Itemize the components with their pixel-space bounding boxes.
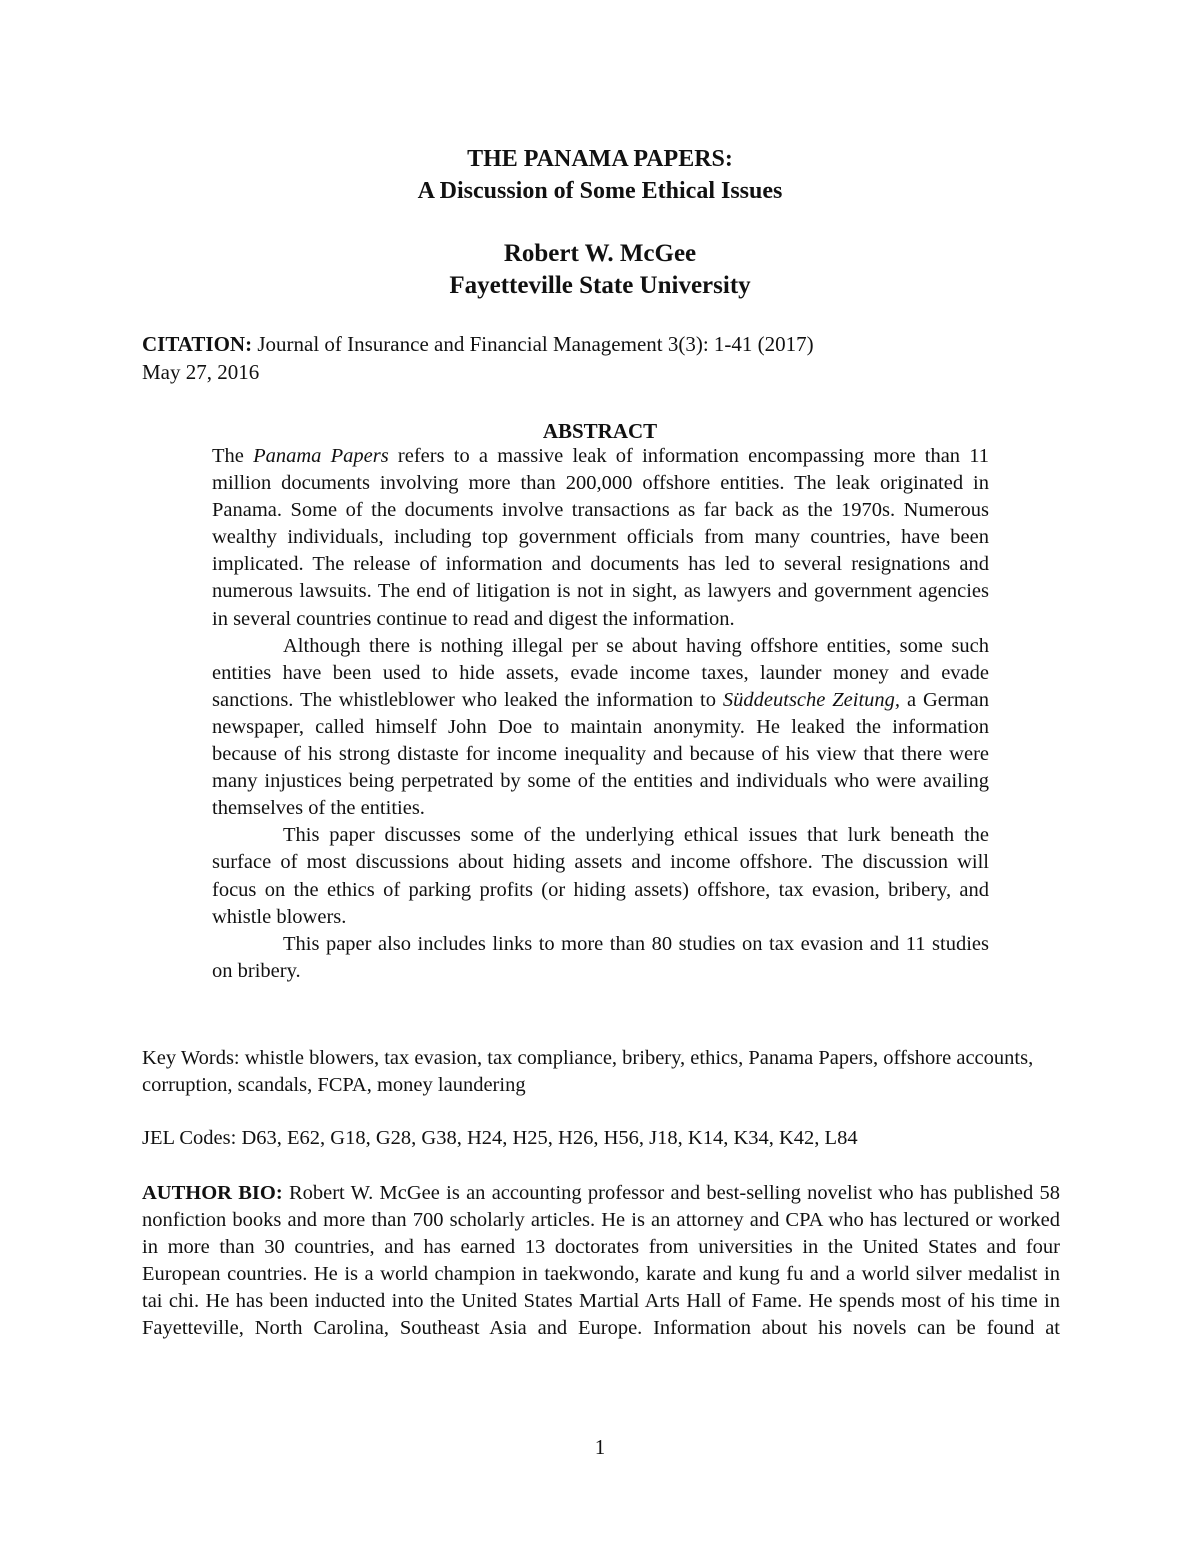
document-date: May 27, 2016 — [142, 360, 260, 384]
citation-label: CITATION: — [142, 332, 253, 356]
keywords: Key Words: whistle blowers, tax evasion, tax compliance, bribery, ethics, Panama Papers, offshore accounts, corruption, scandals, FCPA, money laundering — [142, 1047, 1034, 1096]
abstract-p2-italic: Süddeutsche Zeitung, — [722, 688, 901, 711]
abstract-paragraph-4: This paper also includes links to more than 80 studies on tax evasion and 11 studies on bribery. — [212, 932, 989, 982]
paper-title — [0, 143, 1200, 207]
author-bio — [142, 1180, 1060, 1343]
abstract-paragraph-2 — [212, 633, 989, 823]
author-block — [0, 238, 1200, 302]
abstract-p2-rest: a German newspaper, called himself John Doe to maintain anonymity. He leaked the information because of his strong distaste for income inequality and because of his view that there were many injustices being perpetrated by some of the entities and individuals who were availing themselves of the entities. — [212, 688, 990, 820]
page-number: 1 — [594, 1435, 606, 1459]
bio-text: Robert W. McGee is an accounting professor and best-selling novelist who has published 58 nonfiction books and more than 700 scholarly articles. He is an attorney and CPA who has lectured or worked in more than 30 countries, and has earned 13 doctorates from universities in the United States and four European countries. He is a world champion in taekwondo, karate and kung fu and a world silver medalist in tai chi. He has been inducted into the United States Martial Arts Hall of Fame. He spends most of his time in Fayetteville, North Carolina, Southeast Asia and Europe. Information about his novels can be found at — [142, 1182, 1061, 1340]
citation-text: Journal of Insurance and Financial Management 3(3): 1-41 (2017) — [252, 332, 814, 356]
citation-line — [142, 330, 1062, 358]
title-line-1: THE PANAMA PAPERS: — [467, 146, 733, 172]
citation-block — [142, 330, 1062, 386]
author-affiliation: Fayetteville State University — [449, 272, 751, 299]
abstract-p1-rest: refers to a massive leak of information encompassing more than 11 million documents involving more than 200,000 offshore entities. The leak originated in Panama. Some of the documents involve transactions as far back as the 1970s. Numerous wealthy individuals, including top government officials from many countries, have been implicated. The release of information and documents has led to several resignations and numerous lawsuits. The end of litigation is not in sight, as lawyers and government agencies in several countries continue to read and digest the information. — [212, 445, 989, 630]
abstract-body — [212, 443, 989, 985]
abstract-p1-start: The — [212, 445, 254, 467]
abstract-paragraph-3: This paper discusses some of the underlying ethical issues that lurk beneath the surface of most discussions about hiding assets and income offshore. The discussion will focus on the ethics of parking profits (or hiding assets) offshore, tax evasion, bribery, and whistle blowers. — [212, 824, 989, 928]
abstract-heading: ABSTRACT — [542, 419, 658, 443]
abstract-paragraph-1 — [212, 443, 989, 633]
title-line-2: A Discussion of Some Ethical Issues — [417, 178, 783, 204]
abstract-p2-start: Although there is nothing illegal per se about having offshore entities, some such entities have been used to hide assets, evade income taxes, launder money and evade sanctions. The whistleblower who leaked the information to — [212, 634, 989, 711]
jel-codes: JEL Codes: D63, E62, G18, G28, G38, H24, H25, H26, H56, J18, K14, K34, K42, L84 — [142, 1127, 858, 1149]
bio-label: AUTHOR BIO: — [142, 1182, 283, 1204]
author-name: Robert W. McGee — [503, 240, 697, 267]
abstract-p1-italic: Panama Papers — [253, 445, 389, 467]
